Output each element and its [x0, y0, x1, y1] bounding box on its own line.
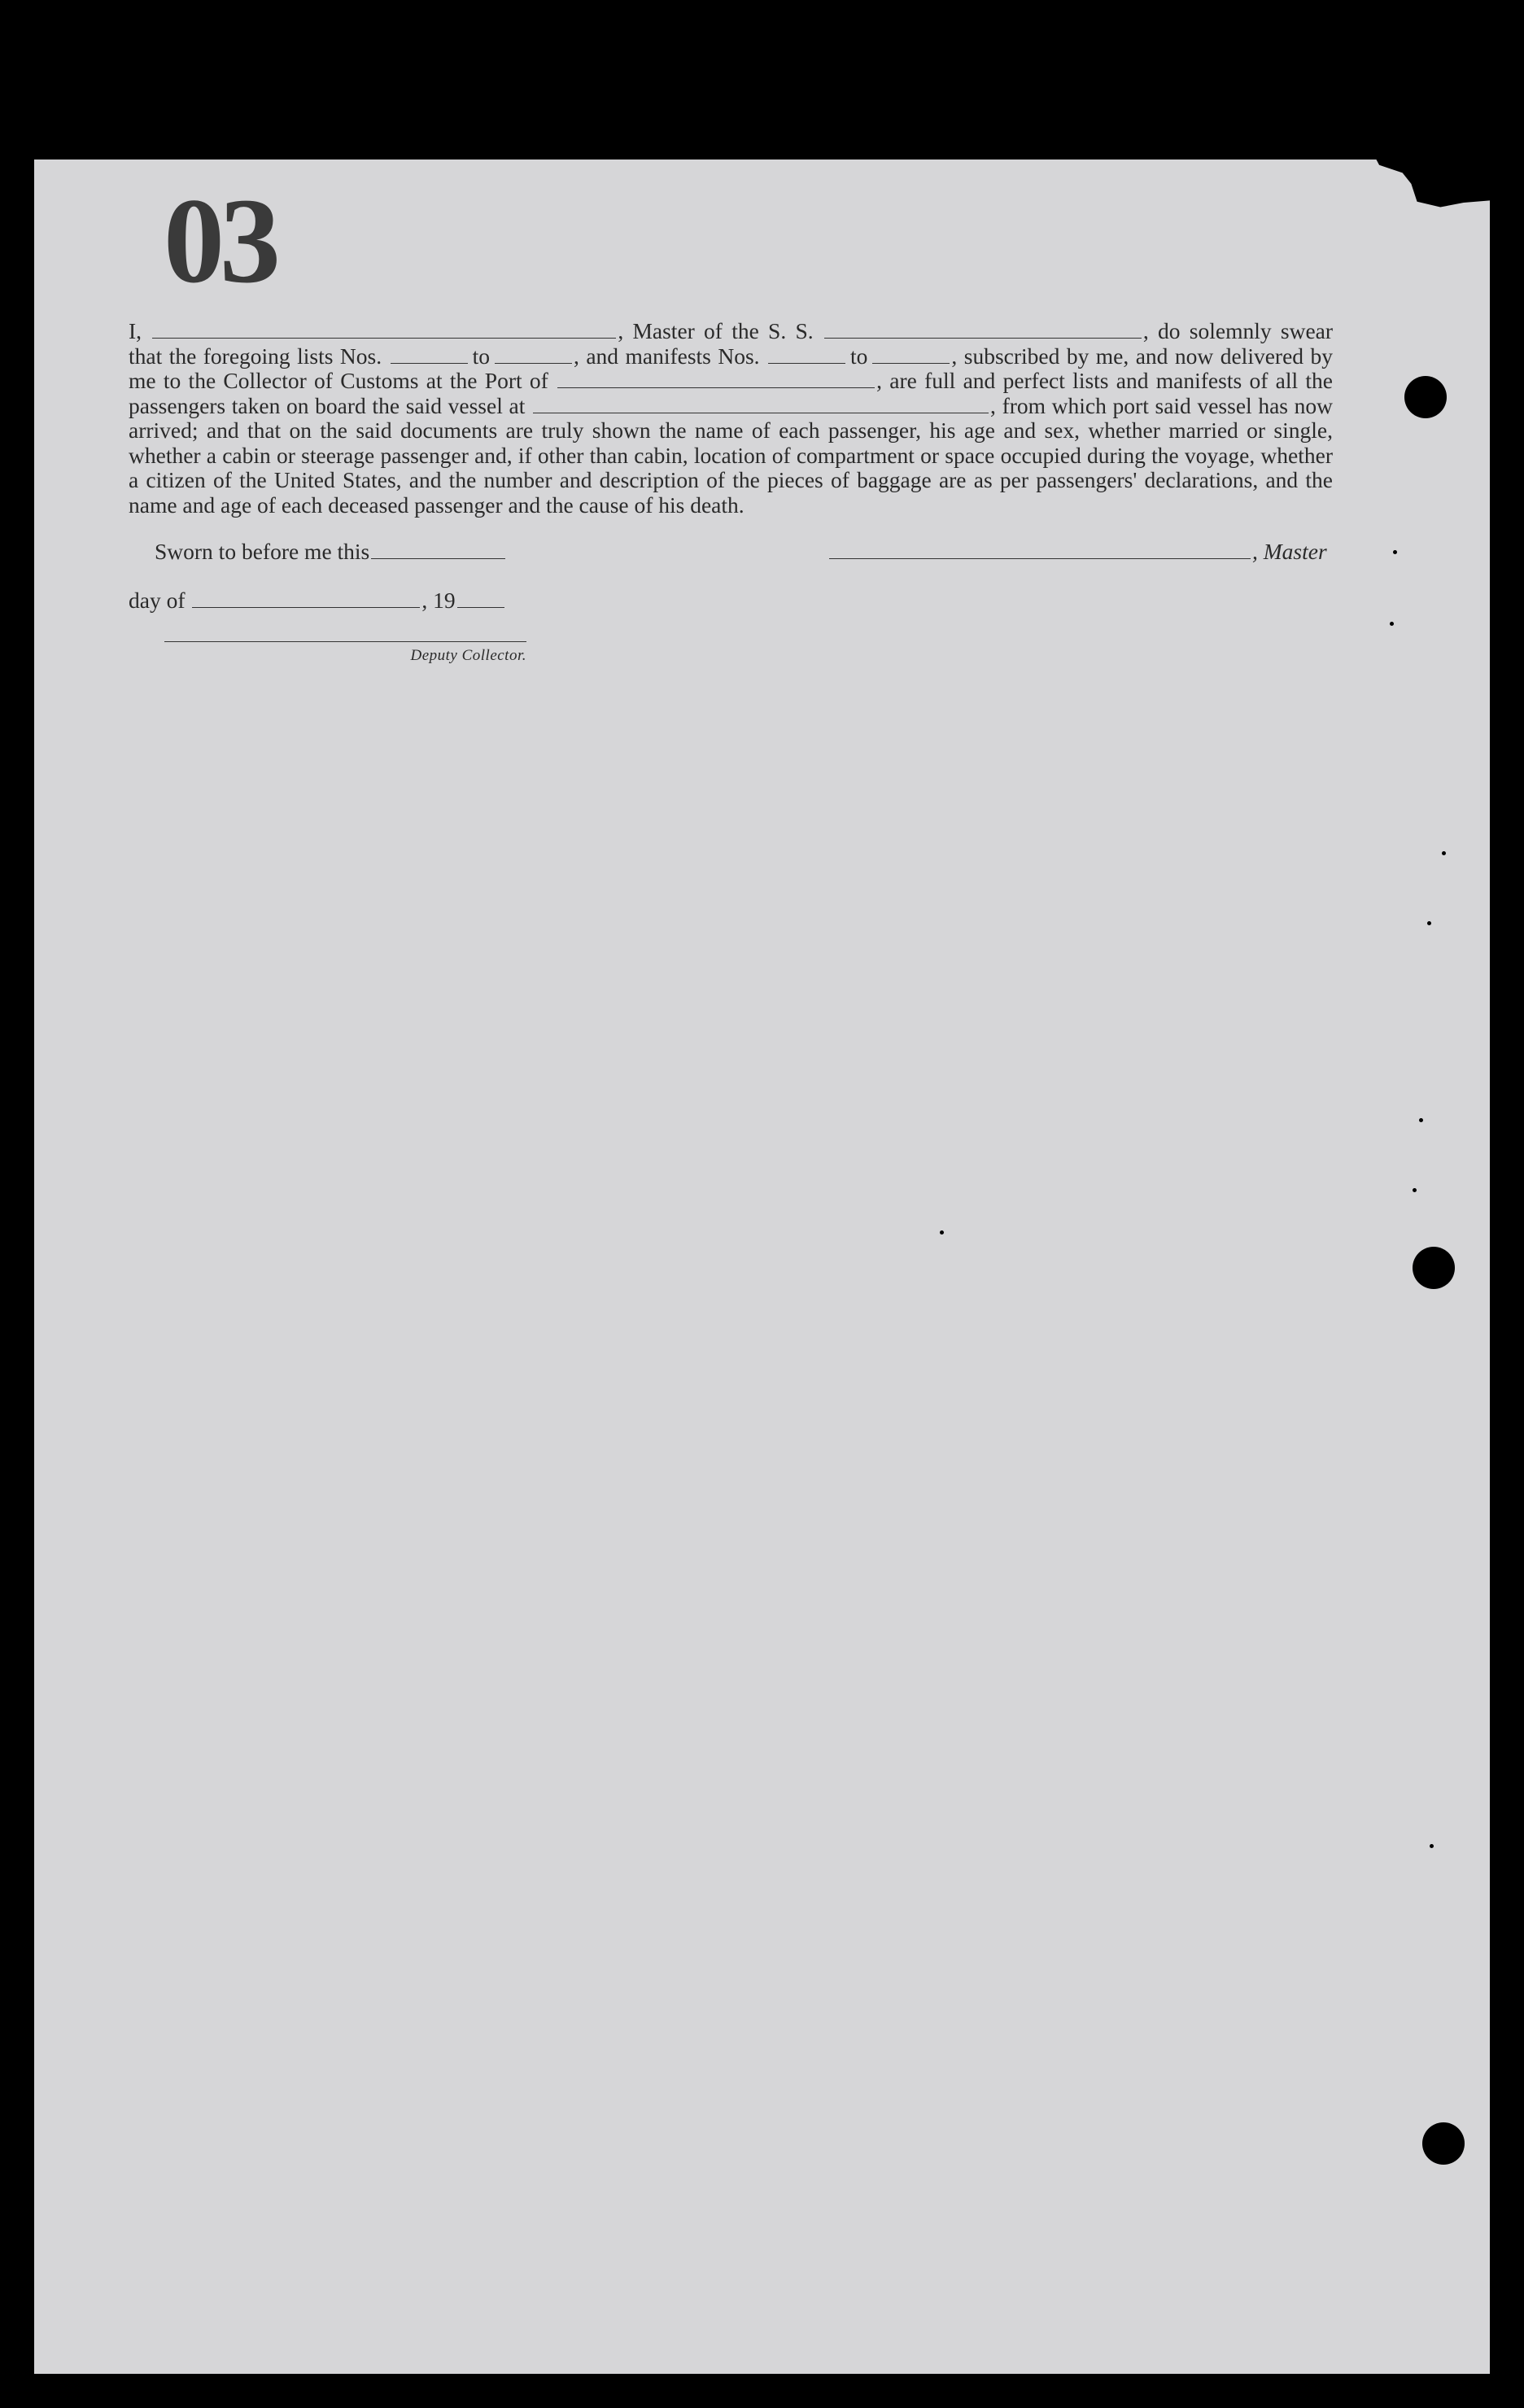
oath-to-2: to	[850, 343, 868, 369]
speck	[1442, 851, 1446, 855]
ship-name-field[interactable]	[824, 320, 1142, 339]
speck	[940, 1230, 944, 1235]
oath-text-4: , and manifests Nos.	[573, 343, 760, 369]
manifests-to-field[interactable]	[872, 345, 950, 364]
oath-text-1: I,	[129, 318, 142, 343]
lists-from-field[interactable]	[391, 345, 468, 364]
oath-text-2: , Master of the S. S.	[618, 318, 814, 343]
master-name-field[interactable]	[152, 320, 616, 339]
punch-hole-bottom	[1422, 2122, 1465, 2165]
oath-text-7: , from which port said vessel has now arrived; and that on the said documents are truly shown the name of each passenger, his age and sex, whether married or single, whether a cabin or steerage passenger and, if other than cabin, location of compartment or space occupied during the voyage, whether a citizen of the United States, and the number and description of the pieces of baggage are as per passengers' declarations, and the name and age of each deceased passenger and the cause of his death.	[129, 392, 1334, 518]
speck	[1427, 921, 1431, 925]
punch-hole-middle	[1413, 1247, 1455, 1289]
punch-hole-top	[1404, 376, 1447, 418]
deputy-collector-signature[interactable]	[164, 641, 526, 665]
oath-text-3: , do solemnly swear that the foregoing lists Nos.	[129, 318, 1334, 369]
speck	[1430, 1844, 1434, 1848]
port-field[interactable]	[557, 369, 875, 388]
master-signature-line	[828, 539, 1327, 565]
master-signature-field[interactable]	[829, 540, 1251, 559]
departure-port-field[interactable]	[533, 395, 989, 413]
oath-text-6: , are full and perfect lists and manifests of all the passengers taken on board the said vessel at	[129, 368, 1333, 418]
sworn-label: Sworn to before me this	[155, 539, 370, 564]
oath-text-5: , subscribed by me, and now delivered by me to the Collector of Customs at the Port of	[129, 343, 1333, 393]
oath-to-1: to	[472, 343, 490, 369]
sworn-line	[155, 539, 507, 565]
lists-to-field[interactable]	[495, 345, 572, 364]
speck	[1393, 550, 1397, 554]
speck	[1419, 1118, 1423, 1122]
manifests-from-field[interactable]	[768, 345, 845, 364]
speck	[1390, 622, 1394, 626]
year-prefix: , 19	[421, 588, 456, 613]
oath-paragraph	[129, 319, 1333, 518]
sworn-date-field[interactable]	[371, 540, 505, 559]
speck	[1413, 1188, 1417, 1192]
stamp-digits: 03	[164, 194, 276, 295]
deputy-collector-label: Deputy Collector.	[410, 647, 526, 664]
stamp-number	[138, 194, 301, 295]
day-of-line	[129, 588, 506, 614]
month-field[interactable]	[192, 589, 420, 608]
year-field[interactable]	[457, 589, 504, 608]
day-of-label: day of	[129, 588, 186, 613]
master-label: , Master	[1252, 539, 1327, 564]
